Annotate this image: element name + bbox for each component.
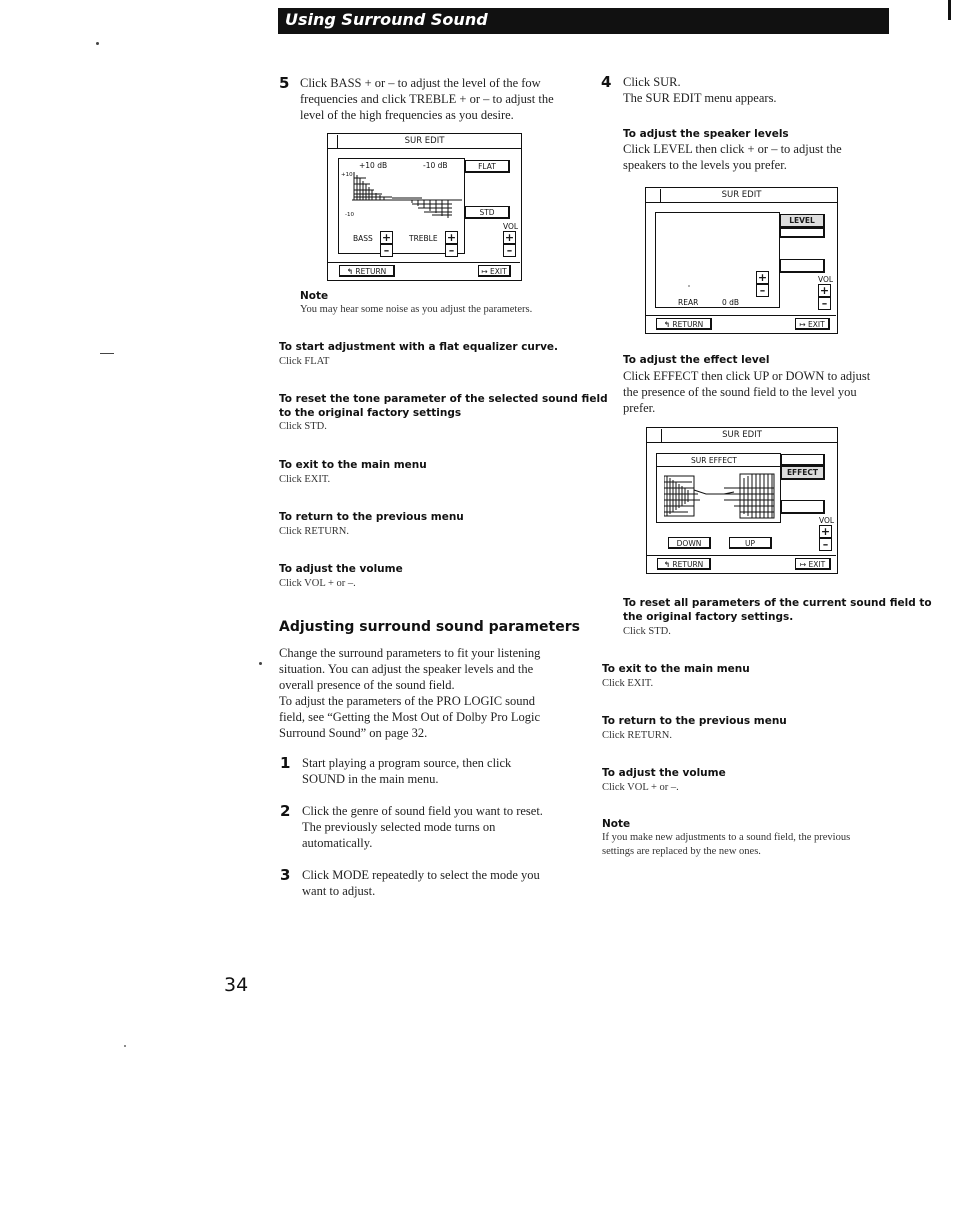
step-number: 3 xyxy=(280,866,291,884)
step-text xyxy=(300,75,570,123)
screen-title: SUR EDIT xyxy=(328,134,521,149)
return-arrow-icon: ↰ xyxy=(663,560,671,569)
text-line: level of the high frequencies as you desire. xyxy=(300,108,514,122)
up-button[interactable]: UP xyxy=(729,537,772,549)
tip-heading: To reset the tone parameter of the selected sound field xyxy=(279,393,608,405)
exit-label: EXIT xyxy=(490,267,507,276)
bass-minus-button[interactable]: – xyxy=(380,244,393,257)
text-line: settings are replaced by the new ones. xyxy=(602,846,761,857)
tip-text xyxy=(623,141,883,173)
level-plus-button[interactable]: + xyxy=(757,271,768,284)
tip-text xyxy=(623,368,888,416)
tip-text: Click VOL + or –. xyxy=(602,782,679,793)
edge-thumb-mark xyxy=(948,0,951,20)
vol-label: VOL xyxy=(503,222,519,231)
tip-text: Click RETURN. xyxy=(602,730,672,741)
exit-button[interactable] xyxy=(795,558,831,570)
text-line: The previously selected mode turns on xyxy=(302,820,496,834)
scan-speck xyxy=(96,42,99,45)
title-divider xyxy=(661,429,662,442)
footer-divider xyxy=(647,555,836,556)
text-line: SOUND in the main menu. xyxy=(302,772,439,786)
vol-minus-button[interactable]: – xyxy=(818,297,831,310)
tip-heading: To adjust the volume xyxy=(279,563,403,575)
step-number: 4 xyxy=(601,73,612,91)
text-line: Click MODE repeatedly to select the mode you xyxy=(302,868,540,882)
text-line: field, see “Getting the Most Out of Dolby Pro Logic xyxy=(279,710,541,724)
tip-heading: To return to the previous menu xyxy=(602,715,787,727)
effect-button[interactable]: EFFECT xyxy=(781,466,825,480)
screen-title: SUR EDIT xyxy=(646,188,837,203)
tip-text: Click RETURN. xyxy=(279,526,349,537)
eq-curve-graphic xyxy=(352,170,462,220)
exit-label: EXIT xyxy=(808,320,825,329)
std-button[interactable]: STD xyxy=(465,206,510,219)
exit-arrow-icon: ↦ xyxy=(481,267,488,276)
effect-slot xyxy=(781,454,825,466)
tip-heading: To exit to the main menu xyxy=(279,459,427,471)
step-number: 1 xyxy=(280,754,291,772)
scan-speck xyxy=(259,662,262,665)
note-text: You may hear some noise as you adjust the parameters. xyxy=(300,304,533,315)
blank-button[interactable] xyxy=(781,500,825,514)
text-line: Click SUR. xyxy=(623,75,681,89)
tip-text: Click EXIT. xyxy=(602,678,654,689)
tip-heading: To adjust the speaker levels xyxy=(623,128,789,140)
step-number: 5 xyxy=(279,74,290,92)
text-line: If you make new adjustments to a sound field, the previous xyxy=(602,832,851,843)
text-line: Surround Sound” on page 32. xyxy=(279,726,428,740)
return-label: RETURN xyxy=(672,320,704,329)
return-arrow-icon: ↰ xyxy=(346,267,354,276)
tip-heading: To start adjustment with a flat equalizer curve. xyxy=(279,341,559,353)
step-number: 2 xyxy=(280,802,291,820)
eq-plus-label: +10 dB xyxy=(359,161,388,170)
text-line: overall presence of the sound field. xyxy=(279,678,455,692)
level-slot xyxy=(780,228,825,238)
bass-plus-button[interactable]: + xyxy=(381,231,392,244)
sur-edit-effect-screen xyxy=(646,427,838,574)
note-heading: Note xyxy=(300,290,329,302)
flat-button[interactable]: FLAT xyxy=(465,160,510,173)
text-line: Change the surround parameters to fit your listening xyxy=(279,646,541,660)
section-header-title: Using Surround Sound xyxy=(285,10,488,29)
return-button[interactable] xyxy=(657,558,711,570)
return-button[interactable] xyxy=(339,265,395,277)
exit-arrow-icon: ↦ xyxy=(799,560,807,569)
screen-title: SUR EDIT xyxy=(647,428,837,443)
text-line: To adjust the parameters of the PRO LOGIC sound xyxy=(279,694,536,708)
level-minus-button[interactable]: – xyxy=(756,284,769,297)
text-line: situation. You can adjust the speaker levels and the xyxy=(279,662,534,676)
note-text xyxy=(602,831,902,859)
vol-plus-button[interactable]: + xyxy=(820,525,831,538)
vol-label: VOL xyxy=(819,516,835,525)
step-text xyxy=(302,803,567,851)
return-arrow-icon: ↰ xyxy=(663,320,671,329)
rear-value: 0 dB xyxy=(722,298,740,307)
section-title: Adjusting surround sound parameters xyxy=(279,619,580,635)
title-divider xyxy=(337,135,338,148)
tip-heading: To return to the previous menu xyxy=(279,511,464,523)
text-line: automatically. xyxy=(302,836,373,850)
tip-heading: to the original factory settings xyxy=(279,407,462,419)
return-button[interactable] xyxy=(656,318,712,330)
eq-minus-label: -10 dB xyxy=(423,161,448,170)
vol-minus-button[interactable]: – xyxy=(819,538,832,551)
note-heading: Note xyxy=(602,818,631,830)
subtitle-divider xyxy=(656,466,781,467)
text-line: the presence of the sound field to the level you xyxy=(623,385,857,399)
scan-speck xyxy=(100,353,114,354)
step-text xyxy=(302,867,567,899)
treble-minus-button[interactable]: – xyxy=(445,244,458,257)
step-text xyxy=(623,74,883,106)
tip-heading: To adjust the effect level xyxy=(623,354,770,366)
tip-text: Click STD. xyxy=(279,421,327,432)
down-button[interactable]: DOWN xyxy=(668,537,711,549)
exit-button[interactable] xyxy=(795,318,830,330)
text-line: prefer. xyxy=(623,401,656,415)
bass-label: BASS xyxy=(353,234,373,243)
text-line: frequencies and click TREBLE + or – to adjust the xyxy=(300,92,554,106)
vol-plus-button[interactable]: + xyxy=(504,231,515,244)
return-label: RETURN xyxy=(672,560,704,569)
section-paragraph xyxy=(279,645,564,741)
tip-text: Click STD. xyxy=(623,626,671,637)
text-line: Click the genre of sound field you want to reset. xyxy=(302,804,543,818)
sur-edit-tone-screen xyxy=(327,133,522,281)
tip-heading: To adjust the volume xyxy=(602,767,726,779)
tip-text: Click FLAT xyxy=(279,356,330,367)
tip-text: Click EXIT. xyxy=(279,474,331,485)
return-label: RETURN xyxy=(355,267,387,276)
vol-plus-button[interactable]: + xyxy=(819,284,830,297)
text-line: want to adjust. xyxy=(302,884,376,898)
level-button[interactable]: LEVEL xyxy=(780,214,825,228)
exit-arrow-icon: ↦ xyxy=(799,320,806,329)
speaker-marker xyxy=(688,285,690,287)
treble-plus-button[interactable]: + xyxy=(446,231,457,244)
rear-label: REAR xyxy=(678,298,699,307)
page-number: 34 xyxy=(224,974,249,996)
tip-heading: To exit to the main menu xyxy=(602,663,750,675)
exit-button[interactable] xyxy=(478,265,511,277)
text-line: Start playing a program source, then click xyxy=(302,756,512,770)
text-line: Click BASS + or – to adjust the level of the fow xyxy=(300,76,541,90)
footer-divider xyxy=(328,262,520,263)
treble-label: TREBLE xyxy=(409,234,438,243)
scan-speck xyxy=(124,1045,126,1047)
title-divider xyxy=(660,189,661,202)
text-line: The SUR EDIT menu appears. xyxy=(623,91,777,105)
text-line: Click EFFECT then click UP or DOWN to adjust xyxy=(623,369,871,383)
text-line: Click LEVEL then click + or – to adjust the xyxy=(623,142,842,156)
tip-heading: the original factory settings. xyxy=(623,611,794,623)
effect-graphic xyxy=(664,472,776,520)
axis-top-label: +10 xyxy=(341,172,353,178)
tip-heading: To reset all parameters of the current sound field to xyxy=(623,597,932,609)
text-line: speakers to the levels you prefer. xyxy=(623,158,787,172)
blank-button[interactable] xyxy=(780,259,825,273)
effect-subtitle: SUR EFFECT xyxy=(691,456,737,465)
exit-label: EXIT xyxy=(808,560,826,569)
sur-edit-level-screen xyxy=(645,187,838,334)
vol-label: VOL xyxy=(818,275,834,284)
step-text xyxy=(302,755,567,787)
vol-minus-button[interactable]: – xyxy=(503,244,516,257)
axis-bottom-label: -10 xyxy=(345,212,354,218)
tip-text: Click VOL + or –. xyxy=(279,578,356,589)
footer-divider xyxy=(646,315,836,316)
